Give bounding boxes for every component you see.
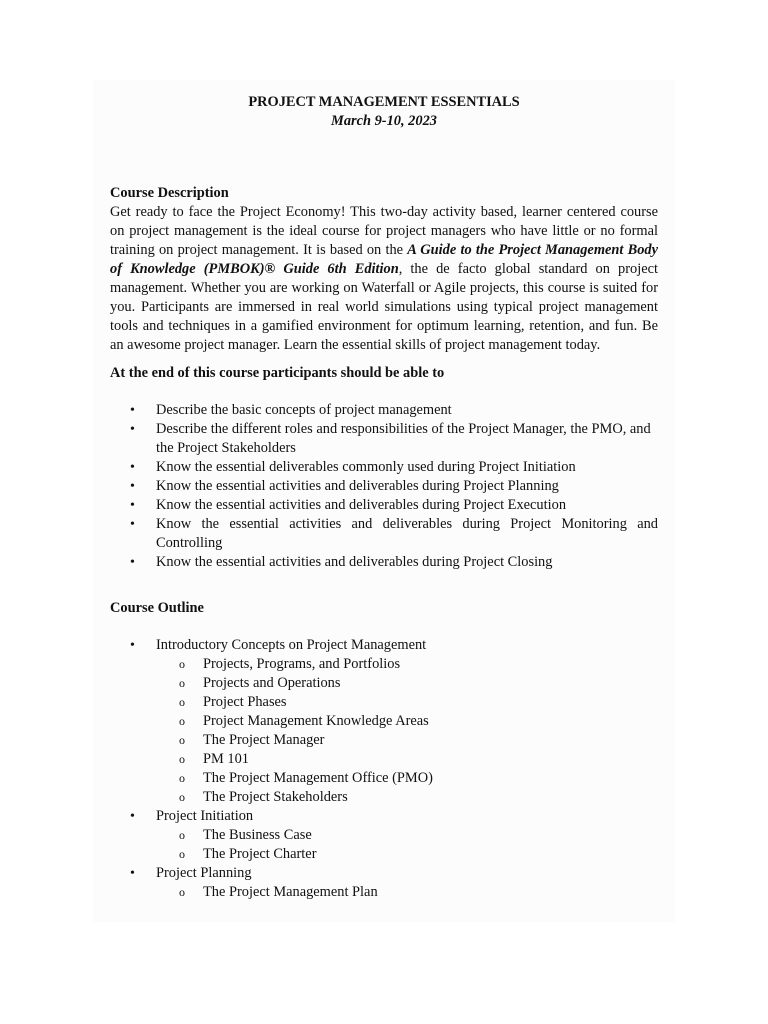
objective-item: • Know the essential activities and deliverables during Project Closing [110,553,658,572]
document-content [110,93,658,902]
outline-subitem: o The Project Management Plan [110,883,658,902]
outline-section: • Project Initiation [110,807,658,826]
objectives-heading: At the end of this course participants should be able to [110,365,445,381]
outline-section: • Introductory Concepts on Project Management [110,636,658,655]
objectives-list [110,401,658,572]
outline-subitem: o The Project Manager [110,731,658,750]
objective-item: • Know the essential activities and deliverables during Project Execution [110,496,658,515]
document-date: March 9-10, 2023 [331,113,437,129]
description-text-end: , the de facto global standard on project management. Whether you are working on Waterfall or Agile projects, this course is suited for you. Participants are immersed in real world simulations using typical project management tools and techniques in a gamified environment for optimum learning, retention, and fun. Be an awesome project manager. Learn the essential skills of project management today. [110,261,658,353]
objective-item: • Describe the basic concepts of project management [110,401,658,420]
outline-subitem: o Project Management Knowledge Areas [110,712,658,731]
outline-subitem: o The Project Stakeholders [110,788,658,807]
outline-subitem: o Projects and Operations [110,674,658,693]
outline-subitem: o PM 101 [110,750,658,769]
outline-subitem: o Project Phases [110,693,658,712]
objective-item: • Know the essential activities and deliverables during Project Monitoring and Controlling [110,515,658,553]
document-title: PROJECT MANAGEMENT ESSENTIALS [248,94,520,110]
course-outline-heading: Course Outline [110,600,204,616]
description-text-start: Get ready to face the Project Economy! This two-day activity based, learner centered course on project management is the ideal course for project managers who have little or no formal training on project management. It is based on the [110,204,658,258]
course-description-text [110,203,658,355]
outline-list [110,636,658,902]
outline-subitem: o The Project Management Office (PMO) [110,769,658,788]
course-description-heading: Course Description [110,185,229,201]
objective-item: • Know the essential deliverables commonly used during Project Initiation [110,458,658,477]
outline-subitem: o The Project Charter [110,845,658,864]
outline-section: • Project Planning [110,864,658,883]
outline-subitem: o Projects, Programs, and Portfolios [110,655,658,674]
outline-subitem: o The Business Case [110,826,658,845]
objective-item: • Describe the different roles and responsibilities of the Project Manager, the PMO, and the Project Stakeholders [110,420,658,458]
pmbok-reference: A Guide to the Project Management Body of Knowledge (PMBOK)® Guide 6th Edition [110,242,658,277]
objective-item: • Know the essential activities and deliverables during Project Planning [110,477,658,496]
